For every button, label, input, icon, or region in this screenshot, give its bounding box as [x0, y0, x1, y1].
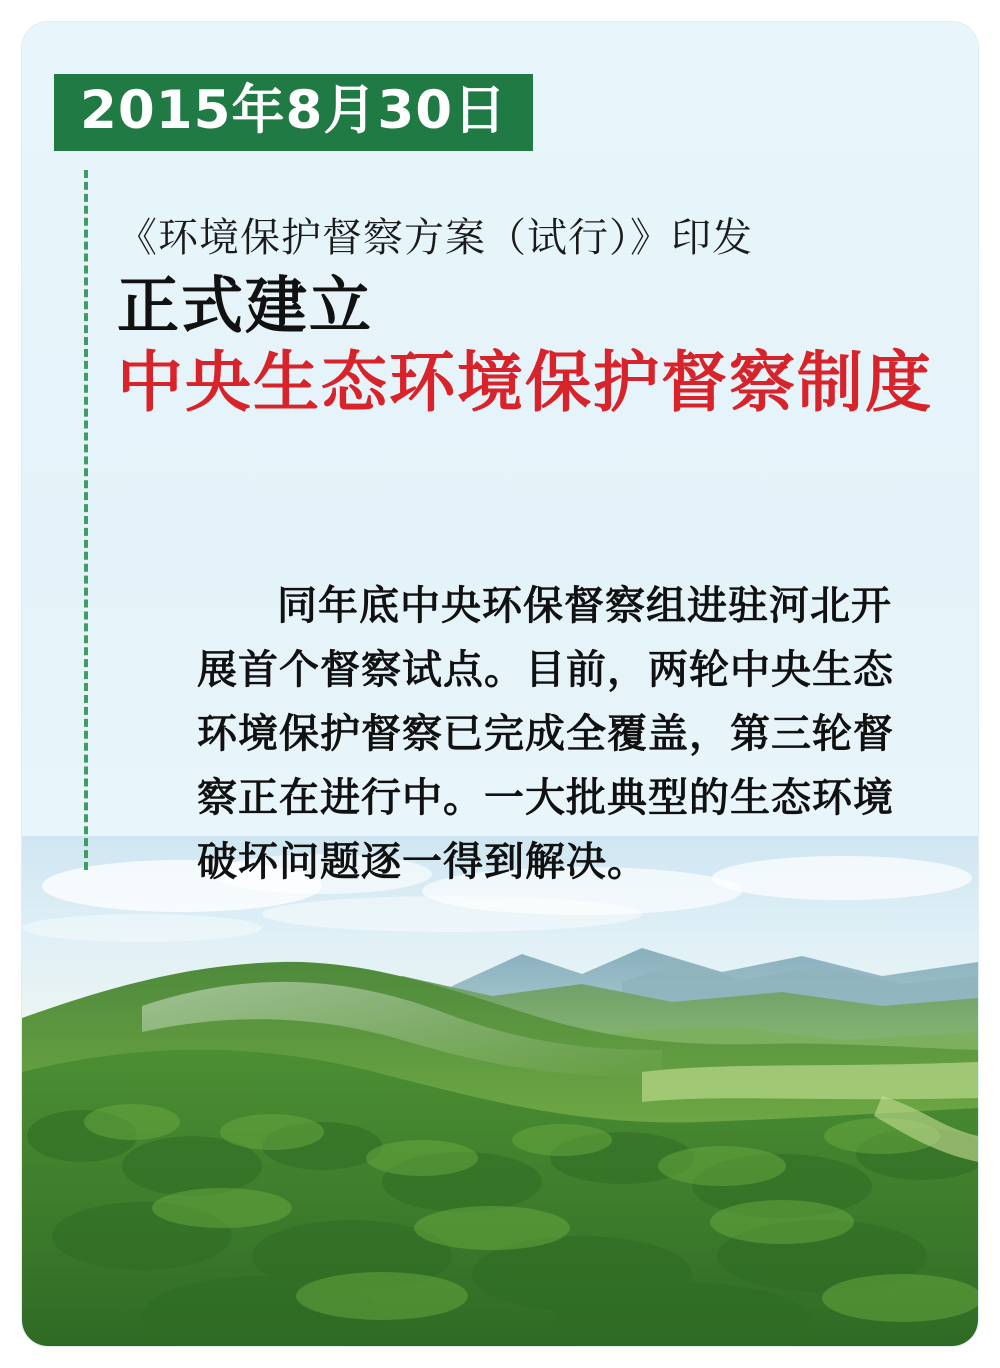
headline-block	[117, 212, 957, 422]
dashed-divider	[84, 170, 88, 870]
title-line-1: 正式建立	[117, 269, 374, 342]
body-paragraph: 同年底中央环保督察组进驻河北开展首个督察试点。目前，两轮中央生态环境保护督察已完成全覆盖，第三轮督察正在进行中。一大批典型的生态环境破坏问题逐一得到解决。	[197, 582, 894, 885]
poster-card	[22, 22, 978, 1346]
kicker-text: 《环境保护督察方案（试行）》印发	[117, 215, 753, 261]
forest-photo	[22, 836, 978, 1346]
forest-illustration	[22, 836, 978, 1346]
date-badge: 2015年8月30日	[54, 74, 533, 151]
title-line-2: 中央生态环境保护督察制度	[117, 344, 933, 422]
